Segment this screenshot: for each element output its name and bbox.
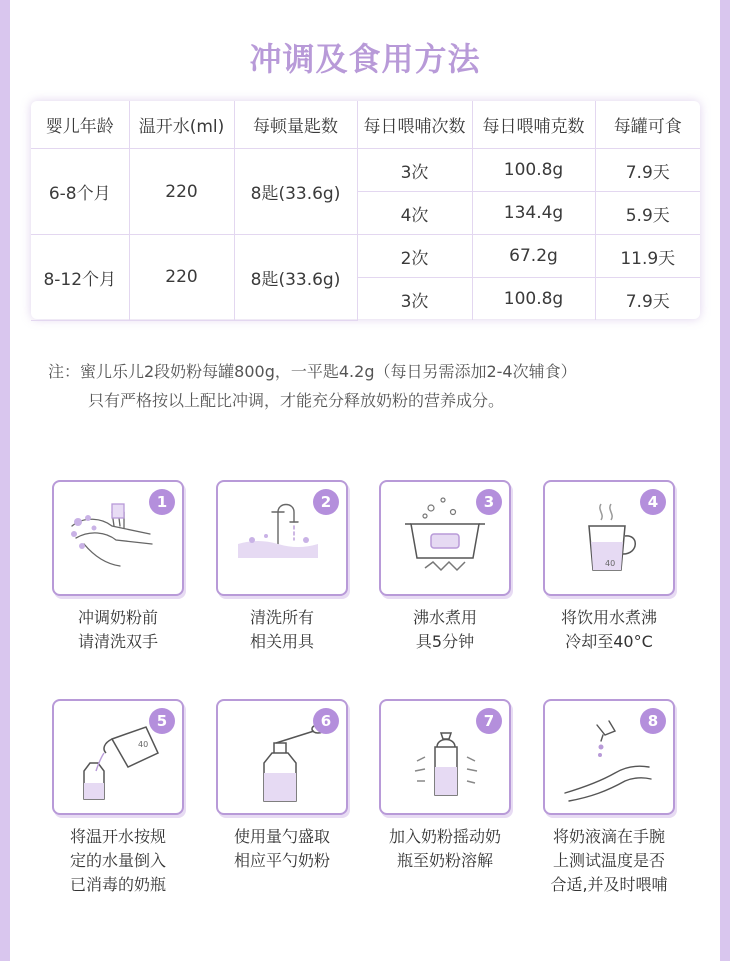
step-caption — [541, 606, 677, 654]
step-8 — [541, 699, 677, 897]
grams-cell: 67.2g — [472, 235, 595, 278]
feeding-table — [31, 101, 700, 321]
step-5 — [50, 699, 186, 897]
feeding-table-card — [31, 101, 700, 319]
caption-line: 上测试温度是否 — [552, 851, 665, 870]
step-card — [379, 699, 511, 815]
step-caption — [50, 606, 186, 654]
caption-line: 将温开水按规 — [69, 827, 166, 846]
page-title: 冲调及食用方法 — [249, 40, 481, 78]
caption-line: 具5分钟 — [415, 632, 475, 651]
header-scoops: 每顿量匙数 — [234, 101, 357, 149]
caption-line: 清洗所有 — [249, 608, 314, 627]
header-grams: 每日喂哺克数 — [472, 101, 595, 149]
grams-cell: 100.8g — [472, 278, 595, 321]
page-sheet — [10, 0, 720, 961]
caption-line: 冲调奶粉前 — [77, 608, 158, 627]
step-number-badge: 4 — [640, 489, 666, 515]
times-cell: 3次 — [357, 149, 472, 192]
step-card — [379, 480, 511, 596]
step-caption — [214, 825, 350, 873]
step-caption — [541, 825, 677, 897]
caption-line: 将饮用水煮沸 — [560, 608, 657, 627]
caption-line: 相关用具 — [249, 632, 314, 651]
header-times: 每日喂哺次数 — [357, 101, 472, 149]
scoops-cell: 8匙(33.6g) — [234, 235, 357, 321]
note-line-2: 只有严格按以上配比冲调，才能充分释放奶粉的营养成分。 — [88, 391, 505, 410]
step-card — [216, 699, 348, 815]
step-number-badge: 3 — [476, 489, 502, 515]
times-cell: 3次 — [357, 278, 472, 321]
step-3 — [377, 480, 513, 654]
caption-line: 合适,并及时喂哺 — [550, 875, 668, 894]
step-number-badge: 2 — [313, 489, 339, 515]
grams-cell: 134.4g — [472, 192, 595, 235]
days-cell: 11.9天 — [595, 235, 700, 278]
svg-text:40: 40 — [138, 740, 149, 749]
step-number-badge: 6 — [313, 708, 339, 734]
days-cell: 7.9天 — [595, 149, 700, 192]
step-caption — [50, 825, 186, 897]
header-days: 每罐可食 — [595, 101, 700, 149]
times-cell: 2次 — [357, 235, 472, 278]
table-row — [31, 235, 700, 278]
caption-line: 请清洗双手 — [77, 632, 158, 651]
note-line-1: 注：蜜儿乐儿2段奶粉每罐800g，一平匙4.2g（每日另需添加2-4次辅食） — [48, 362, 577, 381]
caption-line: 已消毒的奶瓶 — [69, 875, 166, 894]
step-caption — [377, 825, 513, 873]
caption-line: 将奶液滴在手腕 — [552, 827, 665, 846]
step-card — [543, 699, 675, 815]
scoops-cell: 8匙(33.6g) — [234, 149, 357, 235]
caption-line: 使用量勺盛取 — [233, 827, 330, 846]
step-2 — [214, 480, 350, 654]
step-card — [52, 480, 184, 596]
age-cell: 6-8个月 — [31, 149, 129, 235]
days-cell: 7.9天 — [595, 278, 700, 321]
caption-line: 瓶至奶粉溶解 — [396, 851, 493, 870]
usage-note — [48, 357, 577, 415]
caption-line: 沸水煮用 — [412, 608, 477, 627]
step-card — [543, 480, 675, 596]
caption-line: 加入奶粉摇动奶 — [388, 827, 501, 846]
grams-cell: 100.8g — [472, 149, 595, 192]
table-header-row — [31, 101, 700, 149]
water-cell: 220 — [129, 235, 234, 321]
caption-line: 冷却至40°C — [565, 632, 653, 651]
caption-line: 定的水量倒入 — [69, 851, 166, 870]
water-cell: 220 — [129, 149, 234, 235]
step-number-badge: 7 — [476, 708, 502, 734]
step-card — [52, 699, 184, 815]
step-7 — [377, 699, 513, 873]
step-number-badge: 8 — [640, 708, 666, 734]
table-row — [31, 149, 700, 192]
step-caption — [214, 606, 350, 654]
header-age: 婴儿年龄 — [31, 101, 129, 149]
step-4 — [541, 480, 677, 654]
age-cell: 8-12个月 — [31, 235, 129, 321]
caption-line: 相应平勺奶粉 — [233, 851, 330, 870]
step-6 — [214, 699, 350, 873]
step-number-badge: 5 — [149, 708, 175, 734]
step-caption — [377, 606, 513, 654]
svg-text:40: 40 — [605, 559, 616, 568]
header-water: 温开水(ml) — [129, 101, 234, 149]
step-1 — [50, 480, 186, 654]
step-number-badge: 1 — [149, 489, 175, 515]
days-cell: 5.9天 — [595, 192, 700, 235]
step-card — [216, 480, 348, 596]
times-cell: 4次 — [357, 192, 472, 235]
